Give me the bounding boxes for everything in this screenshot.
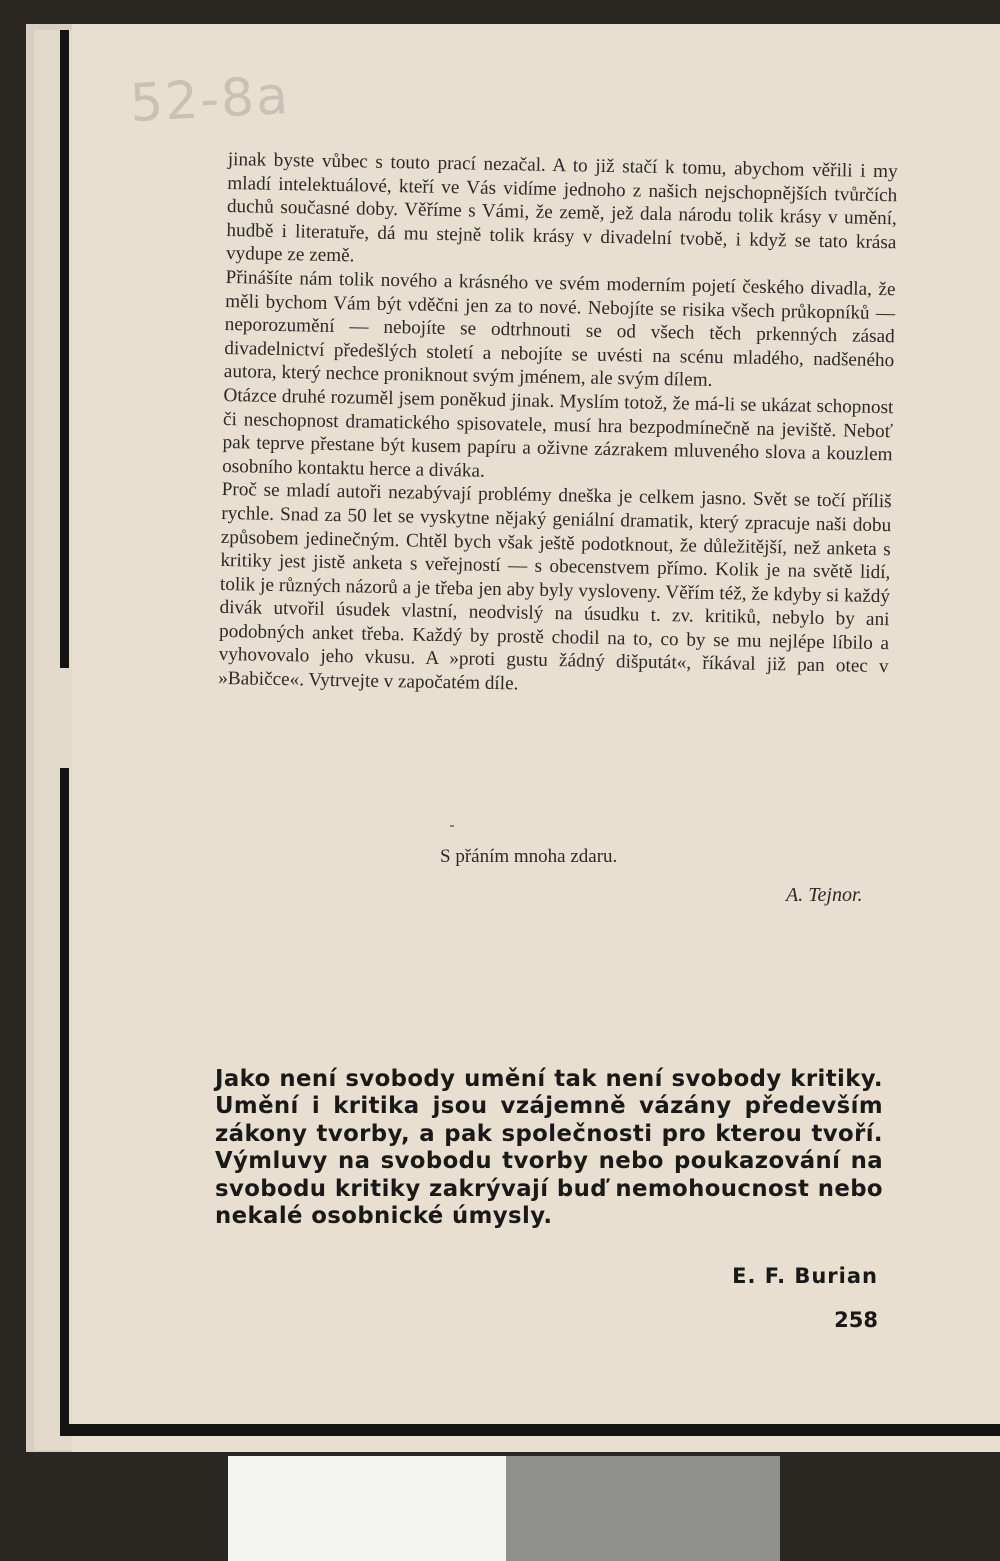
ink-mark bbox=[450, 825, 454, 827]
page-number: 258 bbox=[834, 1308, 878, 1332]
letter-paragraph: Proč se mladí autoři nezabývají problémy dneška je celkem jasno. Svět se točí příliš rychle. Snad za 50 let se vyskytne nějaký geniální dramatik, který zpracuje naši dobu způsobem jedinečným. Chtěl bych však ještě podotknout, že důležitější, než anketa s kritiky jest jistě anketa s veřejností — s obecenstvem přímo. Kolik je na světě lidí, tolik je různých názorů a je třeba jen aby byly vysloveny. Věřím též, že kdyby si každý divák utvořil úsudek vlastní, neodvislý na úsudku t. zv. kritiků, nebylo by ani podobných anket třeba. Každý by prostě chodil na to, co by se mu nejlépe líbilo a vyhovovalo jeho vkusu. A »proti gustu žádný dišputát«, říkával již pan otec v »Babičce«. Vytrvejte v započatém díle. bbox=[218, 479, 892, 695]
scan-color-card-gray bbox=[506, 1456, 780, 1561]
page-bottom-border bbox=[60, 1424, 1000, 1436]
letter-signature: A. Tejnor. bbox=[786, 884, 863, 906]
letter-greeting: S přáním mnoha zdaru. bbox=[440, 846, 618, 867]
spine-bar-lower bbox=[60, 768, 69, 1436]
letter-body bbox=[218, 148, 898, 703]
letter-paragraph: jinak byste vůbec s touto prací nezačal. A to již stačí k tomu, abychom věřili i my mladí intelektuálové, kteří ve Vás vidíme jednoho z našich nejschopnějších tvůrčích duchů současné doby. Věříme s Vámi, že země, jež dala národu tolik krásy v umění, hudbě i literatuře, dá mu stejně tolik krásy v divadelní tvobě, i když se tato krása vydupe ze země. bbox=[225, 148, 898, 267]
letter-paragraph: Otázce druhé rozuměl jsem poněkud jinak. Myslím totož, že má-li se ukázat schopnost či neschopnost dramatického spisovatele, musí hra bezpodmínečně na jeviště. Neboť pak teprve přestane být kusem papíru a oživne zázrakem mluveného slova a kouzlem osobního kontaktu herce a diváka. bbox=[221, 384, 894, 482]
letter-paragraph: Přinášíte nám tolik nového a krásného ve svém moderním pojetí českého divadla, že měli bychom Vám být vděčni jen za to nové. Nebojíte se risika všech průkopníků — neporozumění — nebojíte se odtrhnouti se od všech těch prkenných zásad divadelnictví předešlých století a nebojíte se uvésti na scénu mladého, nadšeného autora, který nechce proniknout svým jménem, ale svým dílem. bbox=[223, 266, 896, 392]
spine-bar-upper bbox=[60, 30, 69, 668]
burian-quote: Jako není svobody umění tak není svobody kritiky. Umění i kritika jsou vzájemně vázány především zákony tvorby, a pak společnosti pro kterou tvoří. Výmluvy na svobodu tvorby nebo poukazování na svobodu kritiky zakrývají buď nemohoucnost nebo nekalé osobnické úmysly. bbox=[215, 1066, 883, 1230]
scan-color-card-white bbox=[228, 1456, 506, 1561]
handwritten-note: 52-8a bbox=[128, 65, 292, 135]
quote-author: E. F. Burian bbox=[732, 1264, 878, 1288]
